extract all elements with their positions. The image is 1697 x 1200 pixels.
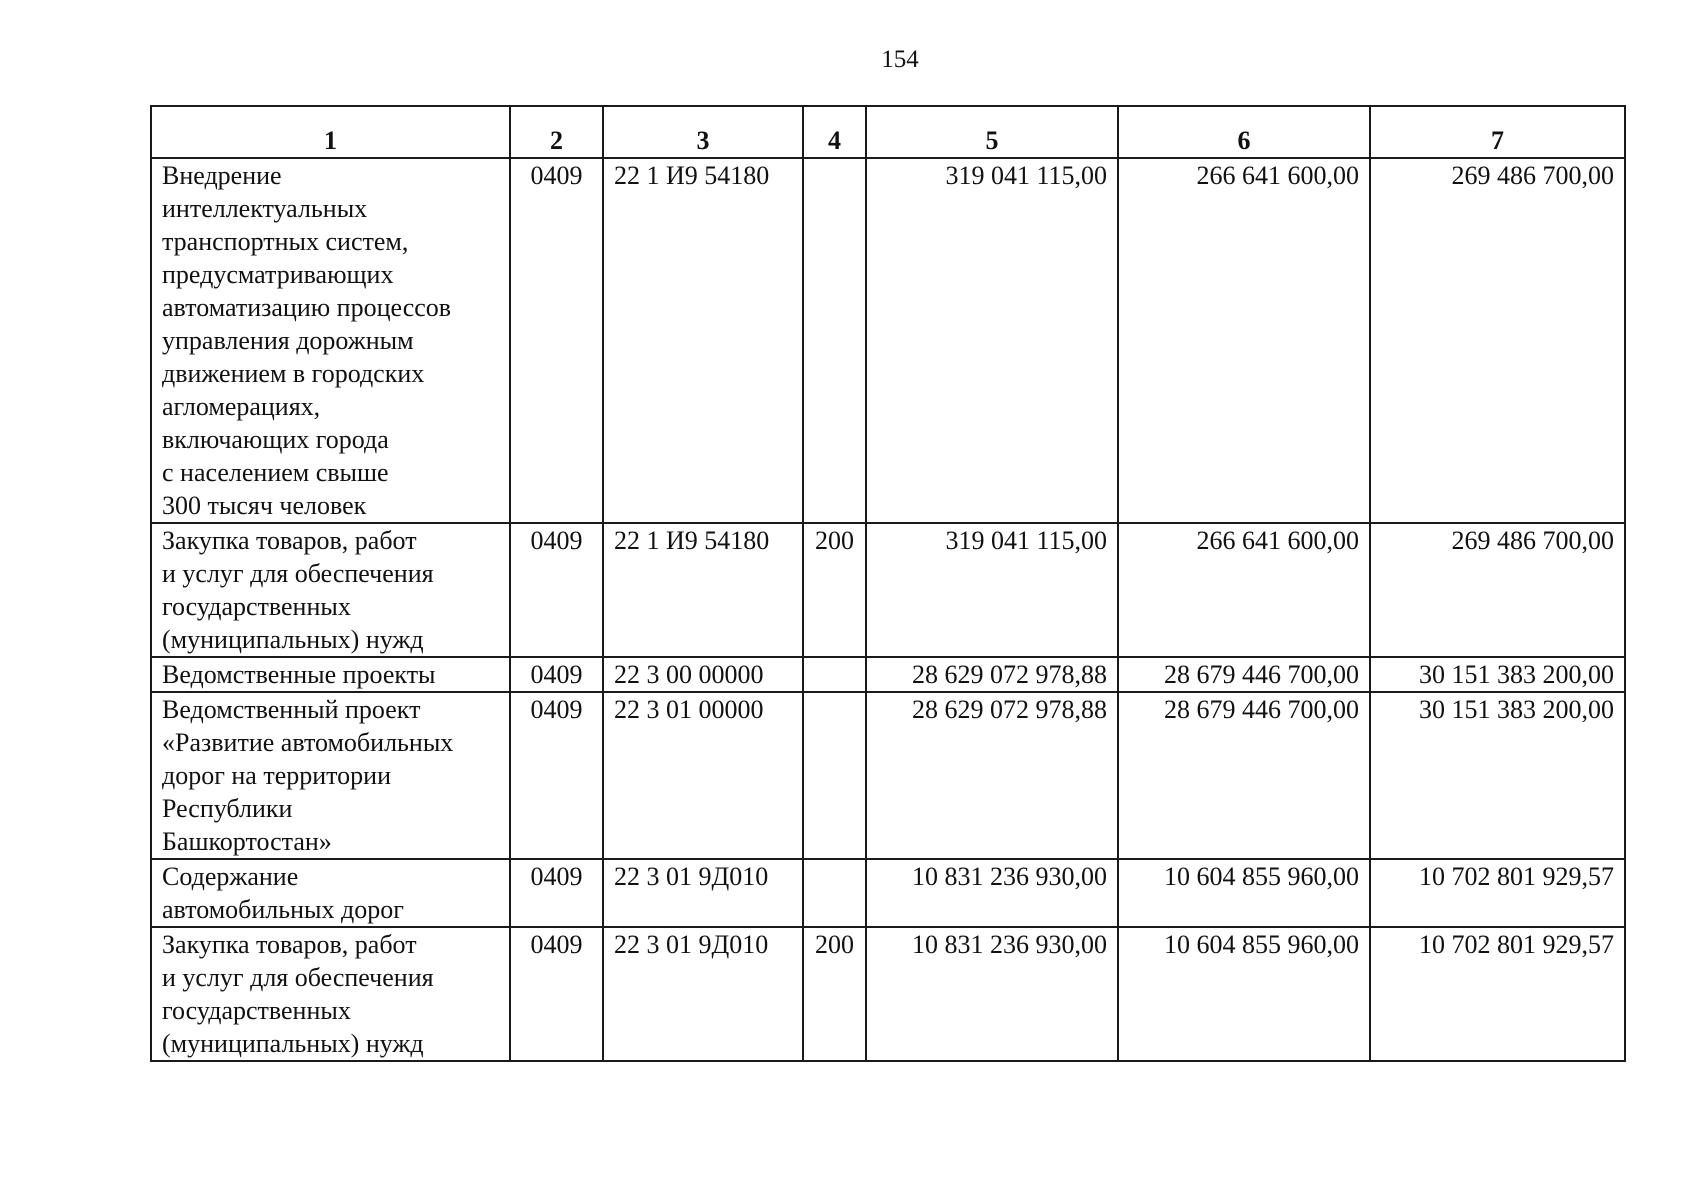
table-row	[151, 657, 1625, 692]
table-row	[151, 523, 1625, 657]
row-amount-3: 269 486 700,00	[1370, 158, 1625, 523]
row-amount-2: 266 641 600,00	[1118, 523, 1370, 657]
table-row	[151, 158, 1625, 523]
column-header: 3	[603, 106, 803, 158]
budget-table	[150, 105, 1626, 1062]
row-section-code: 0409	[510, 859, 603, 927]
row-amount-3: 30 151 383 200,00	[1370, 692, 1625, 859]
row-section-code: 0409	[510, 692, 603, 859]
row-amount-2: 10 604 855 960,00	[1118, 859, 1370, 927]
row-expense-type	[803, 158, 866, 523]
row-target-code: 22 3 00 00000	[603, 657, 803, 692]
row-amount-3: 10 702 801 929,57	[1370, 859, 1625, 927]
row-amount-1: 10 831 236 930,00	[866, 859, 1118, 927]
column-header: 5	[866, 106, 1118, 158]
table-row	[151, 927, 1625, 1061]
row-target-code: 22 1 И9 54180	[603, 158, 803, 523]
row-name: Ведомственные проекты	[151, 657, 510, 692]
column-header: 7	[1370, 106, 1625, 158]
column-header: 4	[803, 106, 866, 158]
table-row	[151, 859, 1625, 927]
row-amount-3: 10 702 801 929,57	[1370, 927, 1625, 1061]
row-amount-1: 28 629 072 978,88	[866, 692, 1118, 859]
row-amount-2: 28 679 446 700,00	[1118, 692, 1370, 859]
row-amount-1: 319 041 115,00	[866, 158, 1118, 523]
row-name: Содержание автомобильных дорог	[151, 859, 510, 927]
row-target-code: 22 3 01 9Д010	[603, 927, 803, 1061]
row-name: Закупка товаров, работ и услуг для обеспечения государственных (муниципальных) нужд	[151, 927, 510, 1061]
row-section-code: 0409	[510, 523, 603, 657]
row-target-code: 22 3 01 00000	[603, 692, 803, 859]
row-name: Ведомственный проект «Развитие автомобильных дорог на территории Республики Башкортостан»	[151, 692, 510, 859]
row-name: Внедрение интеллектуальных транспортных систем, предусматривающих автоматизацию процессов управления дорожным движением в городских агломерациях, включающих города с населением свыше 300 тысяч человек	[151, 158, 510, 523]
row-name: Закупка товаров, работ и услуг для обеспечения государственных (муниципальных) нужд	[151, 523, 510, 657]
row-expense-type: 200	[803, 927, 866, 1061]
row-expense-type	[803, 657, 866, 692]
row-expense-type: 200	[803, 523, 866, 657]
row-section-code: 0409	[510, 158, 603, 523]
row-amount-2: 10 604 855 960,00	[1118, 927, 1370, 1061]
table-row	[151, 692, 1625, 859]
column-header: 2	[510, 106, 603, 158]
row-amount-3: 269 486 700,00	[1370, 523, 1625, 657]
row-amount-1: 28 629 072 978,88	[866, 657, 1118, 692]
page-number: 154	[881, 46, 919, 73]
column-header: 1	[151, 106, 510, 158]
table-header-row	[151, 106, 1625, 158]
row-section-code: 0409	[510, 657, 603, 692]
row-expense-type	[803, 692, 866, 859]
row-amount-1: 10 831 236 930,00	[866, 927, 1118, 1061]
column-header: 6	[1118, 106, 1370, 158]
row-amount-3: 30 151 383 200,00	[1370, 657, 1625, 692]
row-section-code: 0409	[510, 927, 603, 1061]
row-target-code: 22 1 И9 54180	[603, 523, 803, 657]
row-amount-2: 28 679 446 700,00	[1118, 657, 1370, 692]
row-amount-1: 319 041 115,00	[866, 523, 1118, 657]
row-target-code: 22 3 01 9Д010	[603, 859, 803, 927]
row-expense-type	[803, 859, 866, 927]
row-amount-2: 266 641 600,00	[1118, 158, 1370, 523]
